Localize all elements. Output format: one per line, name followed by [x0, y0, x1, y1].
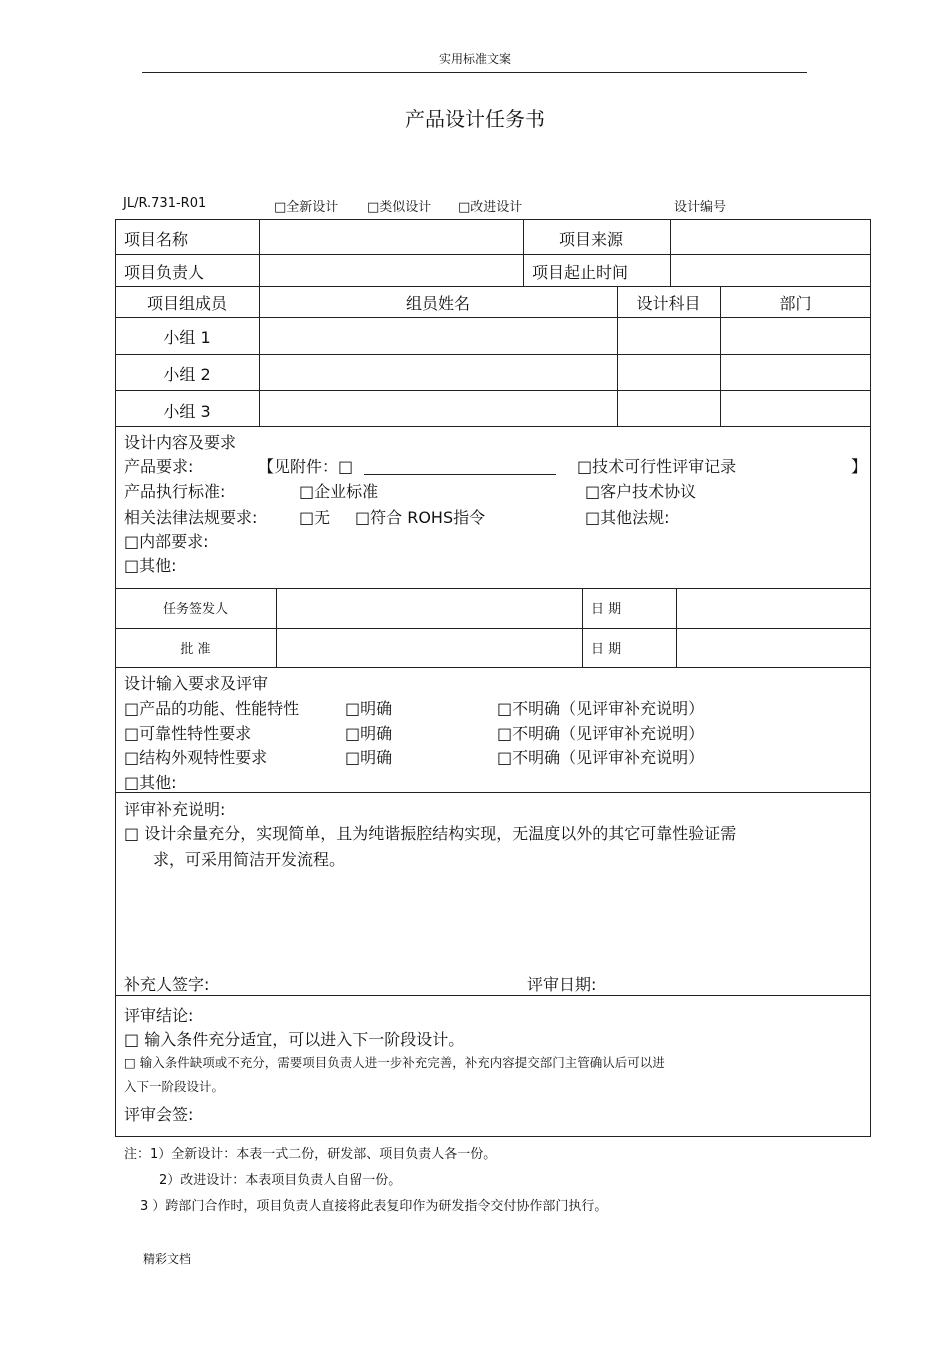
conclusion-option-insufficient[interactable]: □ 输入条件缺项或不充分，需要项目负责人进一步补充完善，补充内容提交部门主管确认后可以进: [124, 1055, 665, 1070]
rule: [259, 219, 260, 286]
page-header-text: 实用标准文案: [438, 52, 511, 66]
note-line-3: 3 ）跨部门合作时，项目负责人直接将此表复印作为研发指令交付协作部门执行。: [140, 1199, 608, 1214]
review-item-reliability[interactable]: □可靠性特性要求: [124, 724, 252, 743]
supplement-heading: 评审补充说明:: [124, 800, 226, 819]
rule: [115, 426, 871, 427]
review-unclear-structure[interactable]: □不明确（见评审补充说明）: [497, 748, 705, 767]
law-rohs-checkbox[interactable]: □符合 ROHS指令: [355, 508, 486, 527]
customer-protocol-checkbox[interactable]: □客户技术协议: [585, 482, 697, 501]
rule: [115, 286, 871, 287]
law-req-label: 相关法律法规要求:: [124, 508, 258, 527]
option-similar-design[interactable]: □类似设计: [367, 200, 432, 215]
note-line-2: 2）改进设计：本表项目负责人自留一份。: [159, 1173, 402, 1188]
product-req-label: 产品要求:: [124, 457, 194, 476]
issue-date-label: 日 期: [591, 602, 622, 617]
project-name-label: 项目名称: [124, 230, 189, 249]
project-source-label: 项目来源: [559, 230, 624, 249]
review-clear-function[interactable]: □明确: [345, 699, 393, 718]
review-item-structure[interactable]: □结构外观特性要求: [124, 748, 268, 767]
countersign-label: 评审会签:: [124, 1105, 194, 1124]
conclusion-heading: 评审结论:: [124, 1006, 194, 1025]
attachment-underline: [364, 474, 556, 475]
page-footer-text: 精彩文档: [143, 1252, 192, 1266]
design-req-heading: 设计内容及要求: [124, 433, 237, 452]
group-2-label: 小组 2: [163, 365, 211, 384]
rule: [676, 588, 677, 667]
law-none-checkbox[interactable]: □无: [299, 508, 331, 527]
rule: [276, 588, 277, 667]
enterprise-std-checkbox[interactable]: □企业标准: [299, 482, 379, 501]
other-req-checkbox[interactable]: □其他:: [124, 556, 177, 575]
rule: [582, 588, 583, 667]
review-unclear-function[interactable]: □不明确（见评审补充说明）: [497, 699, 705, 718]
input-review-heading: 设计输入要求及评审: [124, 674, 269, 693]
rule: [115, 667, 871, 668]
review-date-label: 评审日期:: [527, 975, 597, 994]
note-line-1: 注：1）全新设计：本表一式二份，研发部、项目负责人各一份。: [124, 1147, 497, 1162]
attachment-close-bracket: 】: [851, 457, 868, 476]
project-period-label: 项目起止时间: [532, 263, 629, 282]
rule: [115, 317, 871, 318]
supplement-text-line1: □ 设计余量充分，实现简单，且为纯谐振腔结构实现，无温度以外的其它可靠性验证需: [124, 824, 737, 843]
attachment-checkbox[interactable]: 【见附件：□: [258, 457, 354, 476]
task-issuer-label: 任务签发人: [162, 602, 228, 617]
member-names-label: 组员姓名: [405, 294, 470, 313]
option-new-design[interactable]: □全新设计: [274, 200, 339, 215]
department-label: 部门: [779, 294, 812, 313]
rule: [115, 390, 871, 391]
conclusion-option-insufficient-cont: 入下一阶段设计。: [124, 1079, 225, 1094]
design-subject-label: 设计科目: [636, 294, 701, 313]
review-item-function[interactable]: □产品的功能、性能特性: [124, 699, 300, 718]
tech-feasibility-checkbox[interactable]: □技术可行性评审记录: [577, 457, 737, 476]
internal-req-checkbox[interactable]: □内部要求:: [124, 532, 209, 551]
project-leader-label: 项目负责人: [124, 263, 205, 282]
group-3-label: 小组 3: [163, 402, 211, 421]
rule: [670, 219, 671, 286]
doc-code: JL/R.731-R01: [123, 196, 207, 211]
rule: [523, 219, 524, 286]
review-clear-reliability[interactable]: □明确: [345, 724, 393, 743]
supplement-text-line2: 求，可采用简洁开发流程。: [153, 850, 346, 869]
header-divider: [142, 72, 807, 73]
rule: [115, 792, 871, 793]
approve-date-label: 日 期: [591, 642, 622, 657]
team-members-label: 项目组成员: [146, 294, 227, 313]
rule: [115, 628, 871, 629]
rule: [115, 354, 871, 355]
review-item-other[interactable]: □其他:: [124, 773, 177, 792]
design-no-label: 设计编号: [674, 200, 727, 215]
law-other-checkbox[interactable]: □其他法规:: [585, 508, 670, 527]
rule: [115, 588, 871, 589]
page-title: 产品设计任务书: [405, 107, 545, 131]
review-clear-structure[interactable]: □明确: [345, 748, 393, 767]
exec-std-label: 产品执行标准:: [124, 482, 226, 501]
review-unclear-reliability[interactable]: □不明确（见评审补充说明）: [497, 724, 705, 743]
rule: [115, 254, 871, 255]
option-improved-design[interactable]: □改进设计: [458, 200, 523, 215]
conclusion-option-sufficient[interactable]: □ 输入条件充分适宜，可以进入下一阶段设计。: [124, 1030, 465, 1049]
rule: [115, 995, 871, 996]
approve-label: 批 准: [180, 642, 211, 657]
group-1-label: 小组 1: [163, 328, 211, 347]
supplement-signer-label: 补充人签字:: [124, 975, 210, 994]
